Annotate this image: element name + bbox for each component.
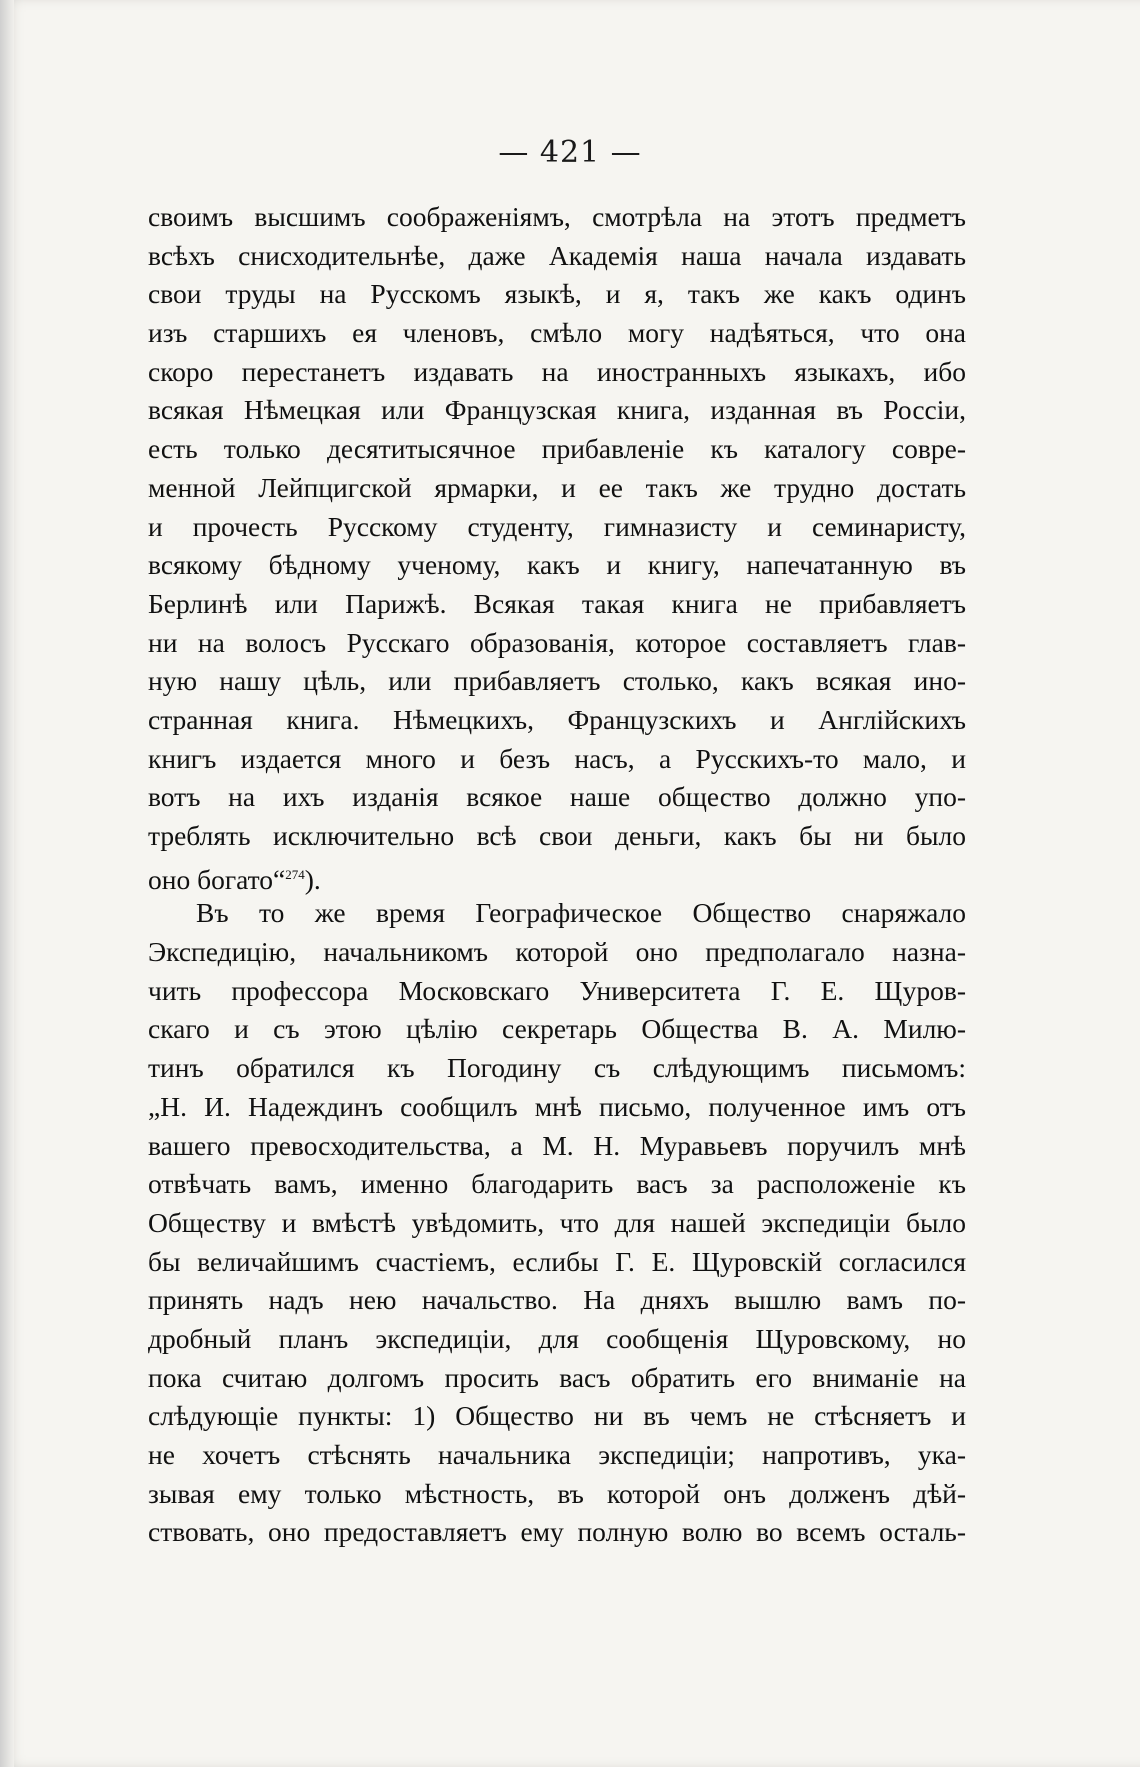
text-line: ную нашу цѣль, или прибавляетъ столько, какъ всякая ино-: [148, 665, 966, 697]
page-gutter-shadow: [0, 0, 14, 1767]
text-line-final: [148, 856, 966, 895]
text-line: скаго и съ этою цѣлію секретарь Общества В. А. Милю-: [148, 1013, 966, 1045]
text-line: странная книга. Нѣмецкихъ, Французскихъ и Англійскихъ: [148, 703, 966, 735]
text-line: своимъ высшимъ соображеніямъ, смотрѣла на этотъ предметъ: [148, 201, 966, 232]
text-line: и прочесть Русскому студенту, гимназисту и семинаристу,: [148, 510, 966, 542]
text-line: слѣдующіе пункты: 1) Общество ни въ чемъ не стѣсняетъ и: [148, 1400, 966, 1432]
text-line: скоро перестанетъ издавать на иностранныхъ языкахъ, ибо: [148, 355, 966, 387]
text-line: свои труды на Русскомъ языкѣ, и я, такъ же какъ одинъ: [148, 278, 966, 310]
text-line: принять надъ нею начальство. На дняхъ вышлю вамъ по-: [148, 1284, 966, 1316]
text-line: не хочетъ стѣснять начальника экспедиціи; напротивъ, ука-: [148, 1439, 966, 1470]
text-line: изъ старшихъ ея членовъ, смѣло могу надѣяться, что она: [148, 317, 966, 349]
text-line: зывая ему только мѣстность, въ которой онъ долженъ дѣй-: [148, 1477, 966, 1509]
text-line: Берлинѣ или Парижѣ. Всякая такая книга не прибавляетъ: [148, 587, 966, 619]
text-line: тинъ обратился къ Погодину съ слѣдующимъ письмомъ:: [148, 1052, 966, 1084]
text-line: всякая Нѣмецкая или Французская книга, изданная въ Россіи,: [148, 394, 966, 426]
text-line: вашего превосходительства, а М. Н. Муравьевъ поручилъ мнѣ: [148, 1129, 966, 1161]
text-line: книгъ издается много и безъ насъ, а Русскихъ-то мало, и: [148, 742, 966, 774]
text-line: ствовать, оно предоставляетъ ему полную волю во всемъ осталь-: [148, 1516, 966, 1548]
text-line-indented: Въ то же время Географическое Общество снаряжало: [196, 897, 966, 929]
text-line: всякому бѣдному ученому, какъ и книгу, напечатанную въ: [148, 549, 966, 581]
footnote-reference: 274: [285, 866, 305, 882]
body-text: [148, 198, 966, 1552]
page-number: — 421 —: [498, 135, 642, 170]
text-line: Экспедицію, начальникомъ которой оно предполагало назна-: [148, 936, 966, 968]
text-line: чить профессора Московскаго Университета Г. Е. Щуров-: [148, 974, 966, 1006]
text-line: дробный планъ экспедиціи, для сообщенія Щуровскому, но: [148, 1322, 966, 1354]
text-line: отвѣчать вамъ, именно благодарить васъ за расположеніе къ: [148, 1168, 966, 1200]
text-line: треблять исключительно всѣ свои деньги, какъ бы ни было: [148, 820, 966, 851]
text-line: есть только десятитысячное прибавленіе къ каталогу совре-: [148, 433, 966, 465]
text-line: менной Лейпцигской ярмарки, и ее такъ же трудно достать: [148, 471, 966, 503]
text-line: пока считаю долгомъ просить васъ обратить его вниманіе на: [148, 1361, 966, 1393]
text-line-tail: ).: [304, 863, 321, 895]
text-line: ни на волосъ Русскаго образованія, которое составляетъ глав-: [148, 626, 966, 658]
text-line: вотъ на ихъ изданія всякое наше общество должно упо-: [148, 781, 966, 813]
text-line: Обществу и вмѣстѣ увѣдомить, что для нашей экспедиціи было: [148, 1206, 966, 1238]
text-line: бы величайшимъ счастіемъ, еслибы Г. Е. Щуровскій согласился: [148, 1245, 966, 1277]
text-line: всѣхъ снисходительнѣе, даже Академія наша начала издавать: [148, 239, 966, 271]
text-line-content: оно богато“: [148, 863, 286, 895]
text-line: „Н. И. Надеждинъ сообщилъ мнѣ письмо, полученное имъ отъ: [148, 1090, 966, 1122]
